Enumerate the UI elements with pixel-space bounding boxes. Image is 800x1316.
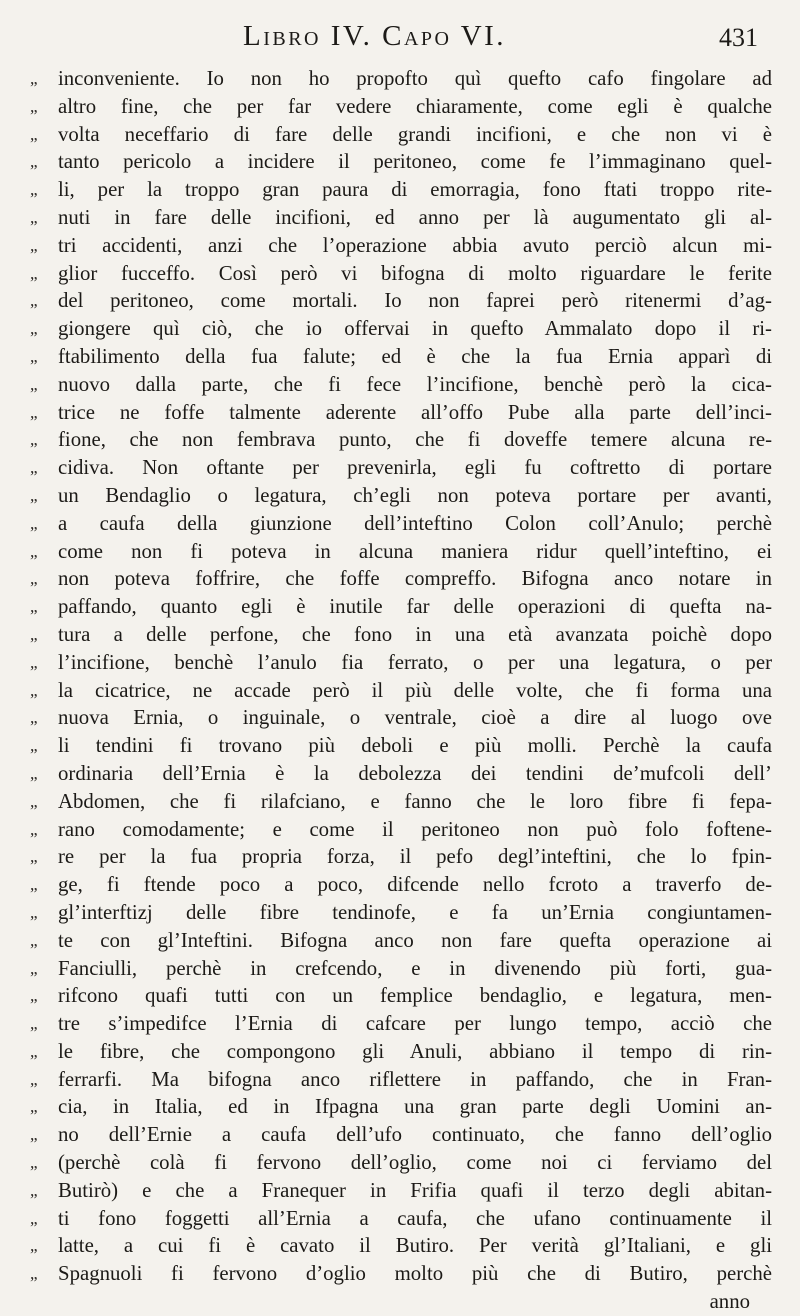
text-line bbox=[30, 1038, 772, 1066]
text-line bbox=[30, 232, 772, 260]
text-line bbox=[30, 1205, 772, 1233]
quotation-mark: „ bbox=[30, 1125, 38, 1145]
line-text: li tendini fi trovano più deboli e più molli. Perchè la caufa bbox=[58, 734, 772, 758]
line-text: a caufa della giunzione dell’inteftino Colon coll’Anulo; perchè bbox=[58, 511, 772, 535]
line-text: Butirò) e che a Franequer in Frifia quafi il terzo degli abitan- bbox=[58, 1178, 772, 1202]
quotation-mark: „ bbox=[30, 1069, 38, 1089]
catchword-line bbox=[30, 1288, 772, 1316]
line-text: ordinaria dell’Ernia è la debolezza dei tendini de’mufcoli dell’ bbox=[58, 761, 772, 785]
text-line bbox=[30, 121, 772, 149]
line-text: la cicatrice, ne accade però il più delle volte, che fi forma una bbox=[58, 678, 772, 702]
quotation-mark: „ bbox=[30, 763, 38, 783]
line-text: tri accidenti, anzi che l’operazione abbia avuto perciò alcun mi- bbox=[58, 233, 772, 257]
text-line bbox=[30, 899, 772, 927]
text-line bbox=[30, 677, 772, 705]
text-line bbox=[30, 732, 772, 760]
quotation-mark: „ bbox=[30, 902, 38, 922]
line-text: li, per la troppo gran paura di emorragia, fono ftati troppo rite- bbox=[58, 178, 772, 202]
page-number: 431 bbox=[719, 23, 758, 52]
quotation-mark: „ bbox=[30, 652, 38, 672]
line-text: ge, fi ftende poco a poco, difcende nello fcroto a traverfo de- bbox=[58, 873, 772, 897]
text-line bbox=[30, 1066, 772, 1094]
text-line bbox=[30, 927, 772, 955]
quotation-mark: „ bbox=[30, 430, 38, 450]
quotation-mark: „ bbox=[30, 541, 38, 561]
quotation-mark: „ bbox=[30, 152, 38, 172]
quotation-mark: „ bbox=[30, 291, 38, 311]
quotation-mark: „ bbox=[30, 1180, 38, 1200]
text-line bbox=[30, 621, 772, 649]
line-text: paffando, quanto egli è inutile far delle operazioni di quefta na- bbox=[58, 595, 772, 619]
line-text: come non fi poteva in alcuna maniera ridur quell’inteftino, ei bbox=[58, 539, 772, 563]
line-text: re per la fua propria forza, il pefo degl’inteftini, che lo fpin- bbox=[58, 845, 772, 869]
text-line bbox=[30, 399, 772, 427]
line-text: tre s’impedifce l’Ernia di cafcare per lungo tempo, acciò che bbox=[58, 1012, 772, 1036]
text-line bbox=[30, 315, 772, 343]
quotation-mark: „ bbox=[30, 680, 38, 700]
body-text bbox=[30, 65, 772, 1316]
text-line bbox=[30, 538, 772, 566]
text-line bbox=[30, 1010, 772, 1038]
line-text: Abdomen, che fi rilafciano, e fanno che le loro fibre fi fepa- bbox=[58, 789, 772, 813]
line-text: altro fine, che per far vedere chiaramente, come egli è qualche bbox=[58, 94, 772, 118]
quotation-mark: „ bbox=[30, 485, 38, 505]
line-text: (perchè colà fi fervono dell’oglio, come noi ci ferviamo del bbox=[58, 1151, 772, 1175]
quotation-mark: „ bbox=[30, 69, 38, 88]
quotation-mark: „ bbox=[30, 597, 38, 617]
quotation-mark: „ bbox=[30, 458, 38, 478]
text-line bbox=[30, 1093, 772, 1121]
line-text: trice ne foffe talmente aderente all’offo Pube alla parte dell’inci- bbox=[58, 400, 772, 424]
line-text: gl’interftizj delle fibre tendinofe, e fa un’Ernia congiuntamen- bbox=[58, 900, 772, 924]
line-text: Spagnuoli fi fervono d’oglio molto più che di Butiro, perchè bbox=[58, 1262, 772, 1286]
line-text: fione, che non fembrava punto, che fi doveffe temere alcuna re- bbox=[58, 428, 772, 452]
quotation-mark: „ bbox=[30, 374, 38, 394]
quotation-mark: „ bbox=[30, 319, 38, 339]
quotation-mark: „ bbox=[30, 624, 38, 644]
line-text: tura a delle perfone, che fono in una età avanzata poichè dopo bbox=[58, 622, 772, 646]
quotation-mark: „ bbox=[30, 819, 38, 839]
quotation-mark: „ bbox=[30, 930, 38, 950]
line-text: cia, in Italia, ed in Ifpagna una gran parte degli Uomini an- bbox=[58, 1095, 772, 1119]
line-text: non poteva foffrire, che foffe compreffo. Bifogna anco notare in bbox=[58, 567, 772, 591]
text-line bbox=[30, 1260, 772, 1288]
line-text: volta neceffario di fare delle grandi incifioni, e che non vi è bbox=[58, 122, 772, 146]
quotation-mark: „ bbox=[30, 986, 38, 1006]
text-line bbox=[30, 704, 772, 732]
text-line bbox=[30, 260, 772, 288]
line-text: nuti in fare delle incifioni, ed anno per là augumentato gli al- bbox=[58, 205, 772, 229]
text-line bbox=[30, 1121, 772, 1149]
quotation-mark: „ bbox=[30, 207, 38, 227]
text-line bbox=[30, 593, 772, 621]
text-line bbox=[30, 454, 772, 482]
quotation-mark: „ bbox=[30, 124, 38, 144]
text-line bbox=[30, 176, 772, 204]
text-line bbox=[30, 565, 772, 593]
quotation-mark: „ bbox=[30, 736, 38, 756]
quotation-mark: „ bbox=[30, 1014, 38, 1034]
text-line bbox=[30, 1177, 772, 1205]
line-text: nuovo dalla parte, che fi fece l’incifione, benchè però la cica- bbox=[58, 372, 772, 396]
text-line bbox=[30, 287, 772, 315]
line-text: nuova Ernia, o inguinale, o ventrale, cioè a dire al luogo ove bbox=[58, 706, 772, 730]
line-text: inconveniente. Io non ho propofto quì quefto cafo fingolare ad bbox=[58, 67, 772, 90]
line-text: te con gl’Inteftini. Bifogna anco non fare quefta operazione ai bbox=[58, 928, 772, 952]
running-head bbox=[0, 20, 800, 66]
line-text: no dell’Ernie a caufa dell’ufo continuato, che fanno dell’oglio bbox=[58, 1123, 772, 1147]
line-text: ti fono foggetti all’Ernia a caufa, che ufano continuamente il bbox=[58, 1206, 772, 1230]
text-line bbox=[30, 1232, 772, 1260]
text-line bbox=[30, 482, 772, 510]
text-line bbox=[30, 148, 772, 176]
line-text: rifcono quafi tutti con un femplice bendaglio, e legatura, men- bbox=[58, 984, 772, 1008]
text-line bbox=[30, 510, 772, 538]
quotation-mark: „ bbox=[30, 1041, 38, 1061]
line-text: le fibre, che compongono gli Anuli, abbiano il tempo di rin- bbox=[58, 1039, 772, 1063]
text-line bbox=[30, 93, 772, 121]
text-line bbox=[30, 843, 772, 871]
quotation-mark: „ bbox=[30, 263, 38, 283]
quotation-mark: „ bbox=[30, 235, 38, 255]
text-line bbox=[30, 371, 772, 399]
text-line bbox=[30, 343, 772, 371]
quotation-mark: „ bbox=[30, 569, 38, 589]
quotation-mark: „ bbox=[30, 875, 38, 895]
text-line bbox=[30, 204, 772, 232]
line-text: tanto pericolo a incidere il peritoneo, come fe l’immaginano quel- bbox=[58, 150, 772, 174]
catchword: anno bbox=[709, 1290, 750, 1314]
line-text: l’incifione, benchè l’anulo fia ferrato, o per una legatura, o per bbox=[58, 650, 772, 674]
text-line bbox=[30, 426, 772, 454]
text-line bbox=[30, 65, 772, 93]
quotation-mark: „ bbox=[30, 96, 38, 116]
line-text: glior fucceffo. Così però vi bifogna di molto riguardare le ferite bbox=[58, 261, 772, 285]
line-text: cidiva. Non oftante per prevenirla, egli fu coftretto di portare bbox=[58, 456, 772, 480]
running-title: Libro IV. Capo VI. bbox=[243, 20, 507, 52]
line-text: ftabilimento della fua falute; ed è che la fua Ernia apparì di bbox=[58, 344, 772, 368]
quotation-mark: „ bbox=[30, 847, 38, 867]
text-line bbox=[30, 760, 772, 788]
quotation-mark: „ bbox=[30, 1153, 38, 1173]
line-text: ferrarfi. Ma bifogna anco riflettere in paffando, che in Fran- bbox=[58, 1067, 772, 1091]
line-text: del peritoneo, come mortali. Io non faprei però ritenermi d’ag- bbox=[58, 289, 772, 313]
line-text: Fanciulli, perchè in crefcendo, e in divenendo più forti, gua- bbox=[58, 956, 772, 980]
text-line bbox=[30, 649, 772, 677]
line-text: giongere quì ciò, che io offervai in quefto Ammalato dopo il ri- bbox=[58, 317, 772, 341]
text-line bbox=[30, 1149, 772, 1177]
quotation-mark: „ bbox=[30, 513, 38, 533]
line-text: rano comodamente; e come il peritoneo non può folo foftene- bbox=[58, 817, 772, 841]
quotation-mark: „ bbox=[30, 708, 38, 728]
text-line bbox=[30, 955, 772, 983]
text-line bbox=[30, 816, 772, 844]
line-text: latte, a cui fi è cavato il Butiro. Per verità gl’Italiani, e gli bbox=[58, 1234, 772, 1258]
quotation-mark: „ bbox=[30, 180, 38, 200]
quotation-mark: „ bbox=[30, 958, 38, 978]
quotation-mark: „ bbox=[30, 1208, 38, 1228]
quotation-mark: „ bbox=[30, 1236, 38, 1256]
quotation-mark: „ bbox=[30, 1264, 38, 1284]
quotation-mark: „ bbox=[30, 402, 38, 422]
line-text: un Bendaglio o legatura, ch’egli non poteva portare per avanti, bbox=[58, 483, 772, 507]
text-line bbox=[30, 982, 772, 1010]
text-line bbox=[30, 788, 772, 816]
text-line bbox=[30, 871, 772, 899]
quotation-mark: „ bbox=[30, 346, 38, 366]
quotation-mark: „ bbox=[30, 791, 38, 811]
quotation-mark: „ bbox=[30, 1097, 38, 1117]
